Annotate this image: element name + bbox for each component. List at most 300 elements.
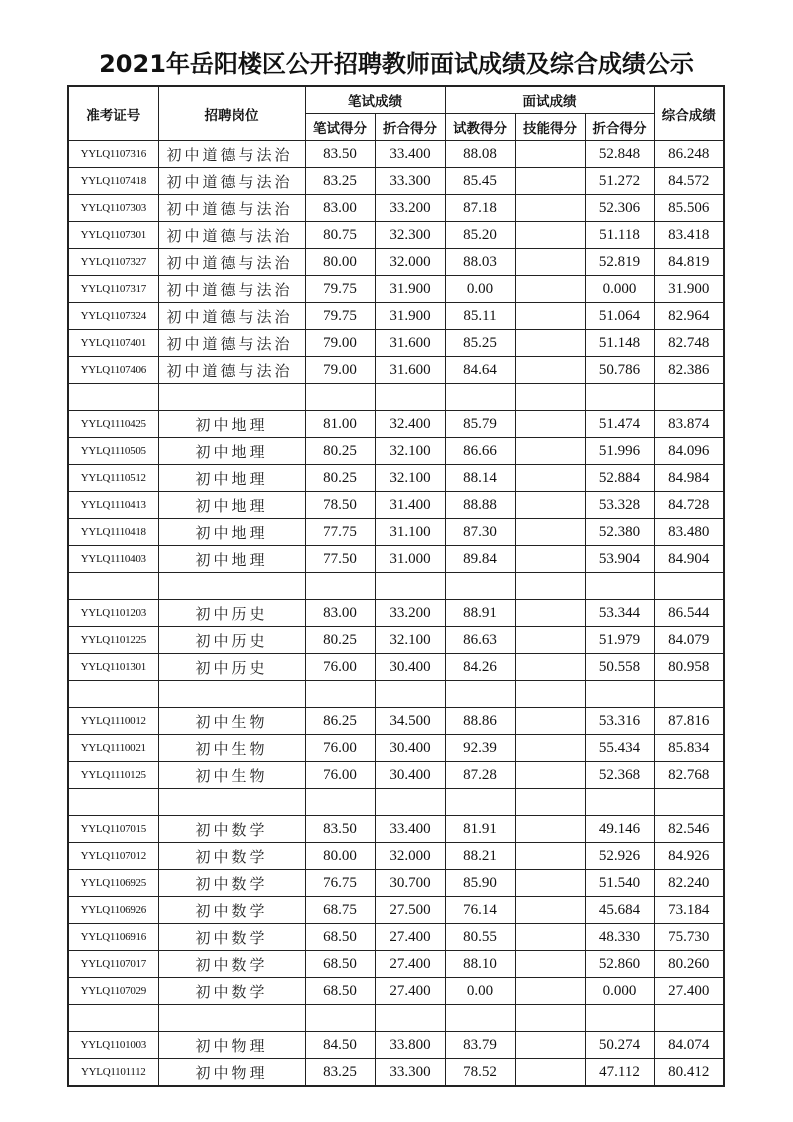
table-row bbox=[68, 330, 724, 357]
table-row bbox=[68, 951, 724, 978]
cell-skill-score bbox=[515, 708, 585, 735]
cell-interview-weighted: 52.380 bbox=[585, 519, 654, 546]
cell-position: 初中生物 bbox=[158, 762, 305, 789]
cell-total-score: 84.926 bbox=[654, 843, 724, 870]
cell-teaching-score: 85.45 bbox=[445, 168, 515, 195]
cell-candidate-id: YYLQ1106926 bbox=[68, 897, 158, 924]
cell-total-score: 84.079 bbox=[654, 627, 724, 654]
cell-written-score: 77.75 bbox=[305, 519, 375, 546]
cell-total-score: 82.546 bbox=[654, 816, 724, 843]
cell-teaching-score bbox=[445, 573, 515, 600]
cell-interview-weighted: 55.434 bbox=[585, 735, 654, 762]
table-row bbox=[68, 411, 724, 438]
cell-skill-score bbox=[515, 384, 585, 411]
cell-skill-score bbox=[515, 843, 585, 870]
cell-interview-weighted: 52.860 bbox=[585, 951, 654, 978]
cell-teaching-score bbox=[445, 384, 515, 411]
cell-candidate-id: YYLQ1110425 bbox=[68, 411, 158, 438]
cell-total-score: 27.400 bbox=[654, 978, 724, 1005]
cell-position: 初中道德与法治 bbox=[158, 141, 305, 168]
cell-position: 初中历史 bbox=[158, 627, 305, 654]
cell-teaching-score: 92.39 bbox=[445, 735, 515, 762]
cell-written-weighted: 33.200 bbox=[375, 600, 445, 627]
table-row bbox=[68, 708, 724, 735]
cell-interview-weighted: 0.000 bbox=[585, 276, 654, 303]
page-title: 2021年岳阳楼区公开招聘教师面试成绩及综合成绩公示 bbox=[99, 50, 694, 78]
cell-written-weighted bbox=[375, 1005, 445, 1032]
cell-teaching-score bbox=[445, 681, 515, 708]
cell-written-score: 68.50 bbox=[305, 924, 375, 951]
cell-total-score: 82.240 bbox=[654, 870, 724, 897]
header-interview-weighted: 折合得分 bbox=[585, 114, 654, 141]
cell-written-weighted: 27.500 bbox=[375, 897, 445, 924]
table-row bbox=[68, 924, 724, 951]
cell-interview-weighted bbox=[585, 384, 654, 411]
cell-written-weighted: 32.000 bbox=[375, 249, 445, 276]
cell-teaching-score: 80.55 bbox=[445, 924, 515, 951]
cell-total-score bbox=[654, 384, 724, 411]
cell-written-weighted: 31.900 bbox=[375, 276, 445, 303]
cell-skill-score bbox=[515, 627, 585, 654]
cell-position: 初中道德与法治 bbox=[158, 168, 305, 195]
cell-interview-weighted: 47.112 bbox=[585, 1059, 654, 1087]
cell-teaching-score: 87.18 bbox=[445, 195, 515, 222]
cell-total-score: 85.834 bbox=[654, 735, 724, 762]
cell-total-score: 84.819 bbox=[654, 249, 724, 276]
cell-position: 初中道德与法治 bbox=[158, 222, 305, 249]
table-row bbox=[68, 438, 724, 465]
cell-position: 初中地理 bbox=[158, 492, 305, 519]
cell-skill-score bbox=[515, 573, 585, 600]
table-row bbox=[68, 843, 724, 870]
cell-total-score: 80.958 bbox=[654, 654, 724, 681]
table-row bbox=[68, 627, 724, 654]
cell-written-weighted bbox=[375, 384, 445, 411]
cell-total-score: 82.768 bbox=[654, 762, 724, 789]
cell-total-score bbox=[654, 1005, 724, 1032]
cell-written-weighted: 30.400 bbox=[375, 762, 445, 789]
cell-skill-score bbox=[515, 924, 585, 951]
header-skill-score: 技能得分 bbox=[515, 114, 585, 141]
cell-candidate-id: YYLQ1107029 bbox=[68, 978, 158, 1005]
cell-skill-score bbox=[515, 546, 585, 573]
table-row bbox=[68, 249, 724, 276]
cell-skill-score bbox=[515, 222, 585, 249]
table-row bbox=[68, 1032, 724, 1059]
cell-written-score: 86.25 bbox=[305, 708, 375, 735]
cell-written-score: 76.00 bbox=[305, 762, 375, 789]
cell-skill-score bbox=[515, 519, 585, 546]
table-row bbox=[68, 654, 724, 681]
cell-interview-weighted: 51.474 bbox=[585, 411, 654, 438]
cell-interview-weighted bbox=[585, 1005, 654, 1032]
cell-interview-weighted bbox=[585, 681, 654, 708]
cell-position: 初中历史 bbox=[158, 654, 305, 681]
cell-position: 初中道德与法治 bbox=[158, 249, 305, 276]
cell-total-score: 80.260 bbox=[654, 951, 724, 978]
cell-position: 初中数学 bbox=[158, 897, 305, 924]
cell-written-score: 80.00 bbox=[305, 249, 375, 276]
cell-written-weighted: 27.400 bbox=[375, 924, 445, 951]
cell-written-score: 79.00 bbox=[305, 357, 375, 384]
cell-written-weighted: 30.400 bbox=[375, 654, 445, 681]
cell-position: 初中数学 bbox=[158, 870, 305, 897]
cell-position: 初中地理 bbox=[158, 519, 305, 546]
cell-written-score bbox=[305, 1005, 375, 1032]
table-row bbox=[68, 276, 724, 303]
cell-written-score: 76.00 bbox=[305, 654, 375, 681]
cell-teaching-score: 85.79 bbox=[445, 411, 515, 438]
cell-written-score: 83.25 bbox=[305, 1059, 375, 1087]
cell-skill-score bbox=[515, 735, 585, 762]
blank-separator-row bbox=[68, 1005, 724, 1032]
table-row bbox=[68, 519, 724, 546]
cell-teaching-score: 88.10 bbox=[445, 951, 515, 978]
cell-teaching-score: 88.21 bbox=[445, 843, 515, 870]
cell-written-weighted: 33.400 bbox=[375, 816, 445, 843]
cell-candidate-id: YYLQ1101112 bbox=[68, 1059, 158, 1087]
cell-candidate-id bbox=[68, 1005, 158, 1032]
cell-teaching-score: 85.25 bbox=[445, 330, 515, 357]
cell-interview-weighted: 52.306 bbox=[585, 195, 654, 222]
cell-candidate-id: YYLQ1107324 bbox=[68, 303, 158, 330]
cell-interview-weighted: 51.996 bbox=[585, 438, 654, 465]
cell-position: 初中地理 bbox=[158, 546, 305, 573]
cell-position: 初中物理 bbox=[158, 1032, 305, 1059]
cell-skill-score bbox=[515, 681, 585, 708]
cell-total-score: 84.904 bbox=[654, 546, 724, 573]
blank-separator-row bbox=[68, 789, 724, 816]
cell-written-score: 78.50 bbox=[305, 492, 375, 519]
cell-position: 初中道德与法治 bbox=[158, 330, 305, 357]
cell-interview-weighted: 50.274 bbox=[585, 1032, 654, 1059]
cell-position: 初中生物 bbox=[158, 708, 305, 735]
cell-position bbox=[158, 1005, 305, 1032]
cell-interview-weighted: 50.558 bbox=[585, 654, 654, 681]
cell-candidate-id: YYLQ1106916 bbox=[68, 924, 158, 951]
cell-written-score bbox=[305, 789, 375, 816]
cell-total-score: 82.964 bbox=[654, 303, 724, 330]
cell-skill-score bbox=[515, 951, 585, 978]
cell-skill-score bbox=[515, 762, 585, 789]
cell-position: 初中地理 bbox=[158, 411, 305, 438]
cell-position: 初中地理 bbox=[158, 438, 305, 465]
cell-written-score: 79.75 bbox=[305, 303, 375, 330]
cell-teaching-score: 86.63 bbox=[445, 627, 515, 654]
cell-position bbox=[158, 681, 305, 708]
header-written-weighted: 折合得分 bbox=[375, 114, 445, 141]
cell-written-score: 80.25 bbox=[305, 465, 375, 492]
cell-teaching-score: 87.28 bbox=[445, 762, 515, 789]
cell-candidate-id: YYLQ1101225 bbox=[68, 627, 158, 654]
cell-skill-score bbox=[515, 1059, 585, 1087]
cell-candidate-id: YYLQ1110512 bbox=[68, 465, 158, 492]
table-row bbox=[68, 546, 724, 573]
cell-total-score: 31.900 bbox=[654, 276, 724, 303]
cell-teaching-score: 88.03 bbox=[445, 249, 515, 276]
cell-candidate-id: YYLQ1107316 bbox=[68, 141, 158, 168]
cell-candidate-id bbox=[68, 384, 158, 411]
cell-interview-weighted bbox=[585, 789, 654, 816]
cell-candidate-id: YYLQ1107418 bbox=[68, 168, 158, 195]
cell-interview-weighted: 49.146 bbox=[585, 816, 654, 843]
cell-written-score: 79.75 bbox=[305, 276, 375, 303]
cell-total-score: 75.730 bbox=[654, 924, 724, 951]
cell-interview-weighted: 53.344 bbox=[585, 600, 654, 627]
cell-candidate-id: YYLQ1107401 bbox=[68, 330, 158, 357]
table-row bbox=[68, 168, 724, 195]
cell-teaching-score: 0.00 bbox=[445, 978, 515, 1005]
table-row bbox=[68, 222, 724, 249]
table-row bbox=[68, 735, 724, 762]
cell-written-score: 76.75 bbox=[305, 870, 375, 897]
cell-written-weighted: 31.600 bbox=[375, 357, 445, 384]
blank-separator-row bbox=[68, 573, 724, 600]
header-written-group: 笔试成绩 bbox=[305, 86, 445, 114]
cell-total-score: 87.816 bbox=[654, 708, 724, 735]
cell-skill-score bbox=[515, 249, 585, 276]
cell-teaching-score: 83.79 bbox=[445, 1032, 515, 1059]
cell-skill-score bbox=[515, 303, 585, 330]
cell-teaching-score: 88.88 bbox=[445, 492, 515, 519]
cell-written-weighted: 31.600 bbox=[375, 330, 445, 357]
cell-total-score: 82.748 bbox=[654, 330, 724, 357]
cell-interview-weighted: 50.786 bbox=[585, 357, 654, 384]
cell-candidate-id: YYLQ1110418 bbox=[68, 519, 158, 546]
cell-skill-score bbox=[515, 816, 585, 843]
cell-written-score: 80.25 bbox=[305, 438, 375, 465]
cell-total-score: 84.096 bbox=[654, 438, 724, 465]
cell-written-weighted: 34.500 bbox=[375, 708, 445, 735]
cell-skill-score bbox=[515, 195, 585, 222]
cell-total-score: 83.480 bbox=[654, 519, 724, 546]
blank-separator-row bbox=[68, 384, 724, 411]
cell-written-score: 68.50 bbox=[305, 951, 375, 978]
cell-candidate-id: YYLQ1101203 bbox=[68, 600, 158, 627]
cell-written-score: 83.50 bbox=[305, 141, 375, 168]
cell-candidate-id: YYLQ1107327 bbox=[68, 249, 158, 276]
header-candidate-id: 准考证号 bbox=[68, 86, 158, 141]
cell-candidate-id: YYLQ1107012 bbox=[68, 843, 158, 870]
cell-written-score: 83.25 bbox=[305, 168, 375, 195]
cell-written-weighted: 33.400 bbox=[375, 141, 445, 168]
cell-skill-score bbox=[515, 870, 585, 897]
cell-teaching-score: 81.91 bbox=[445, 816, 515, 843]
cell-written-score: 76.00 bbox=[305, 735, 375, 762]
cell-total-score: 84.074 bbox=[654, 1032, 724, 1059]
cell-interview-weighted: 45.684 bbox=[585, 897, 654, 924]
cell-interview-weighted: 52.819 bbox=[585, 249, 654, 276]
cell-skill-score bbox=[515, 141, 585, 168]
cell-written-weighted: 32.400 bbox=[375, 411, 445, 438]
table-row bbox=[68, 897, 724, 924]
cell-teaching-score: 88.14 bbox=[445, 465, 515, 492]
cell-candidate-id: YYLQ1107015 bbox=[68, 816, 158, 843]
cell-skill-score bbox=[515, 1005, 585, 1032]
cell-written-weighted: 33.200 bbox=[375, 195, 445, 222]
cell-candidate-id: YYLQ1107317 bbox=[68, 276, 158, 303]
cell-total-score bbox=[654, 681, 724, 708]
cell-total-score: 80.412 bbox=[654, 1059, 724, 1087]
cell-written-score: 79.00 bbox=[305, 330, 375, 357]
cell-interview-weighted: 52.884 bbox=[585, 465, 654, 492]
cell-skill-score bbox=[515, 465, 585, 492]
cell-total-score: 84.572 bbox=[654, 168, 724, 195]
cell-written-weighted: 32.000 bbox=[375, 843, 445, 870]
cell-written-score: 68.50 bbox=[305, 978, 375, 1005]
table-row bbox=[68, 600, 724, 627]
header-interview-group: 面试成绩 bbox=[445, 86, 654, 114]
cell-written-weighted: 32.100 bbox=[375, 438, 445, 465]
cell-total-score: 82.386 bbox=[654, 357, 724, 384]
cell-written-weighted: 33.300 bbox=[375, 168, 445, 195]
cell-candidate-id: YYLQ1110505 bbox=[68, 438, 158, 465]
cell-teaching-score: 88.91 bbox=[445, 600, 515, 627]
table-row bbox=[68, 141, 724, 168]
table-row bbox=[68, 492, 724, 519]
cell-written-weighted: 31.100 bbox=[375, 519, 445, 546]
cell-skill-score bbox=[515, 789, 585, 816]
cell-written-score: 84.50 bbox=[305, 1032, 375, 1059]
cell-total-score: 86.544 bbox=[654, 600, 724, 627]
cell-skill-score bbox=[515, 168, 585, 195]
cell-teaching-score: 85.90 bbox=[445, 870, 515, 897]
cell-candidate-id bbox=[68, 681, 158, 708]
cell-interview-weighted: 52.848 bbox=[585, 141, 654, 168]
cell-candidate-id: YYLQ1107303 bbox=[68, 195, 158, 222]
cell-interview-weighted: 48.330 bbox=[585, 924, 654, 951]
cell-teaching-score bbox=[445, 789, 515, 816]
cell-written-weighted: 31.900 bbox=[375, 303, 445, 330]
cell-position: 初中道德与法治 bbox=[158, 276, 305, 303]
table-row bbox=[68, 762, 724, 789]
cell-skill-score bbox=[515, 330, 585, 357]
cell-skill-score bbox=[515, 276, 585, 303]
cell-position: 初中历史 bbox=[158, 600, 305, 627]
cell-written-score bbox=[305, 384, 375, 411]
cell-interview-weighted: 53.316 bbox=[585, 708, 654, 735]
cell-teaching-score: 89.84 bbox=[445, 546, 515, 573]
cell-written-weighted: 31.400 bbox=[375, 492, 445, 519]
cell-position: 初中地理 bbox=[158, 465, 305, 492]
cell-written-score: 83.00 bbox=[305, 600, 375, 627]
cell-candidate-id: YYLQ1107406 bbox=[68, 357, 158, 384]
header-position: 招聘岗位 bbox=[158, 86, 305, 141]
header-total: 综合成绩 bbox=[654, 86, 724, 141]
table-row bbox=[68, 357, 724, 384]
cell-written-score: 83.00 bbox=[305, 195, 375, 222]
cell-written-weighted: 31.000 bbox=[375, 546, 445, 573]
cell-written-weighted: 27.400 bbox=[375, 951, 445, 978]
cell-teaching-score: 86.66 bbox=[445, 438, 515, 465]
cell-position bbox=[158, 384, 305, 411]
cell-candidate-id: YYLQ1106925 bbox=[68, 870, 158, 897]
cell-teaching-score: 85.20 bbox=[445, 222, 515, 249]
cell-total-score: 84.728 bbox=[654, 492, 724, 519]
cell-written-weighted: 30.400 bbox=[375, 735, 445, 762]
cell-written-weighted: 32.300 bbox=[375, 222, 445, 249]
cell-interview-weighted: 52.368 bbox=[585, 762, 654, 789]
cell-written-score bbox=[305, 573, 375, 600]
cell-written-weighted: 32.100 bbox=[375, 627, 445, 654]
cell-interview-weighted: 51.540 bbox=[585, 870, 654, 897]
cell-skill-score bbox=[515, 654, 585, 681]
table-row bbox=[68, 195, 724, 222]
cell-position: 初中道德与法治 bbox=[158, 357, 305, 384]
cell-interview-weighted: 52.926 bbox=[585, 843, 654, 870]
table-row bbox=[68, 1059, 724, 1087]
cell-position: 初中数学 bbox=[158, 843, 305, 870]
cell-interview-weighted: 51.118 bbox=[585, 222, 654, 249]
cell-candidate-id: YYLQ1110021 bbox=[68, 735, 158, 762]
cell-interview-weighted: 51.148 bbox=[585, 330, 654, 357]
cell-interview-weighted: 53.328 bbox=[585, 492, 654, 519]
cell-interview-weighted: 0.000 bbox=[585, 978, 654, 1005]
cell-total-score bbox=[654, 789, 724, 816]
blank-separator-row bbox=[68, 681, 724, 708]
cell-teaching-score: 88.86 bbox=[445, 708, 515, 735]
cell-written-weighted: 32.100 bbox=[375, 465, 445, 492]
cell-skill-score bbox=[515, 897, 585, 924]
cell-position: 初中生物 bbox=[158, 735, 305, 762]
cell-interview-weighted bbox=[585, 573, 654, 600]
header-written-score: 笔试得分 bbox=[305, 114, 375, 141]
cell-written-weighted: 27.400 bbox=[375, 978, 445, 1005]
cell-written-weighted: 30.700 bbox=[375, 870, 445, 897]
cell-written-weighted: 33.800 bbox=[375, 1032, 445, 1059]
cell-interview-weighted: 53.904 bbox=[585, 546, 654, 573]
cell-total-score: 86.248 bbox=[654, 141, 724, 168]
cell-skill-score bbox=[515, 492, 585, 519]
table-row bbox=[68, 978, 724, 1005]
cell-candidate-id: YYLQ1110403 bbox=[68, 546, 158, 573]
cell-position: 初中数学 bbox=[158, 924, 305, 951]
cell-teaching-score: 87.30 bbox=[445, 519, 515, 546]
table-row bbox=[68, 870, 724, 897]
cell-candidate-id: YYLQ1110012 bbox=[68, 708, 158, 735]
results-table bbox=[67, 85, 725, 1087]
cell-interview-weighted: 51.979 bbox=[585, 627, 654, 654]
cell-written-score bbox=[305, 681, 375, 708]
cell-total-score: 84.984 bbox=[654, 465, 724, 492]
cell-skill-score bbox=[515, 411, 585, 438]
results-body bbox=[68, 141, 724, 1087]
cell-interview-weighted: 51.064 bbox=[585, 303, 654, 330]
cell-skill-score bbox=[515, 1032, 585, 1059]
table-row bbox=[68, 816, 724, 843]
cell-candidate-id: YYLQ1107017 bbox=[68, 951, 158, 978]
cell-candidate-id: YYLQ1101003 bbox=[68, 1032, 158, 1059]
cell-position bbox=[158, 573, 305, 600]
cell-position: 初中数学 bbox=[158, 816, 305, 843]
cell-written-score: 80.75 bbox=[305, 222, 375, 249]
cell-written-score: 77.50 bbox=[305, 546, 375, 573]
cell-position: 初中物理 bbox=[158, 1059, 305, 1087]
cell-teaching-score bbox=[445, 1005, 515, 1032]
cell-written-weighted bbox=[375, 789, 445, 816]
cell-written-score: 80.00 bbox=[305, 843, 375, 870]
cell-teaching-score: 85.11 bbox=[445, 303, 515, 330]
cell-total-score: 85.506 bbox=[654, 195, 724, 222]
cell-position: 初中道德与法治 bbox=[158, 303, 305, 330]
cell-teaching-score: 78.52 bbox=[445, 1059, 515, 1087]
header-teaching-score: 试教得分 bbox=[445, 114, 515, 141]
cell-written-score: 68.75 bbox=[305, 897, 375, 924]
cell-total-score bbox=[654, 573, 724, 600]
cell-interview-weighted: 51.272 bbox=[585, 168, 654, 195]
cell-candidate-id: YYLQ1107301 bbox=[68, 222, 158, 249]
cell-candidate-id: YYLQ1110413 bbox=[68, 492, 158, 519]
